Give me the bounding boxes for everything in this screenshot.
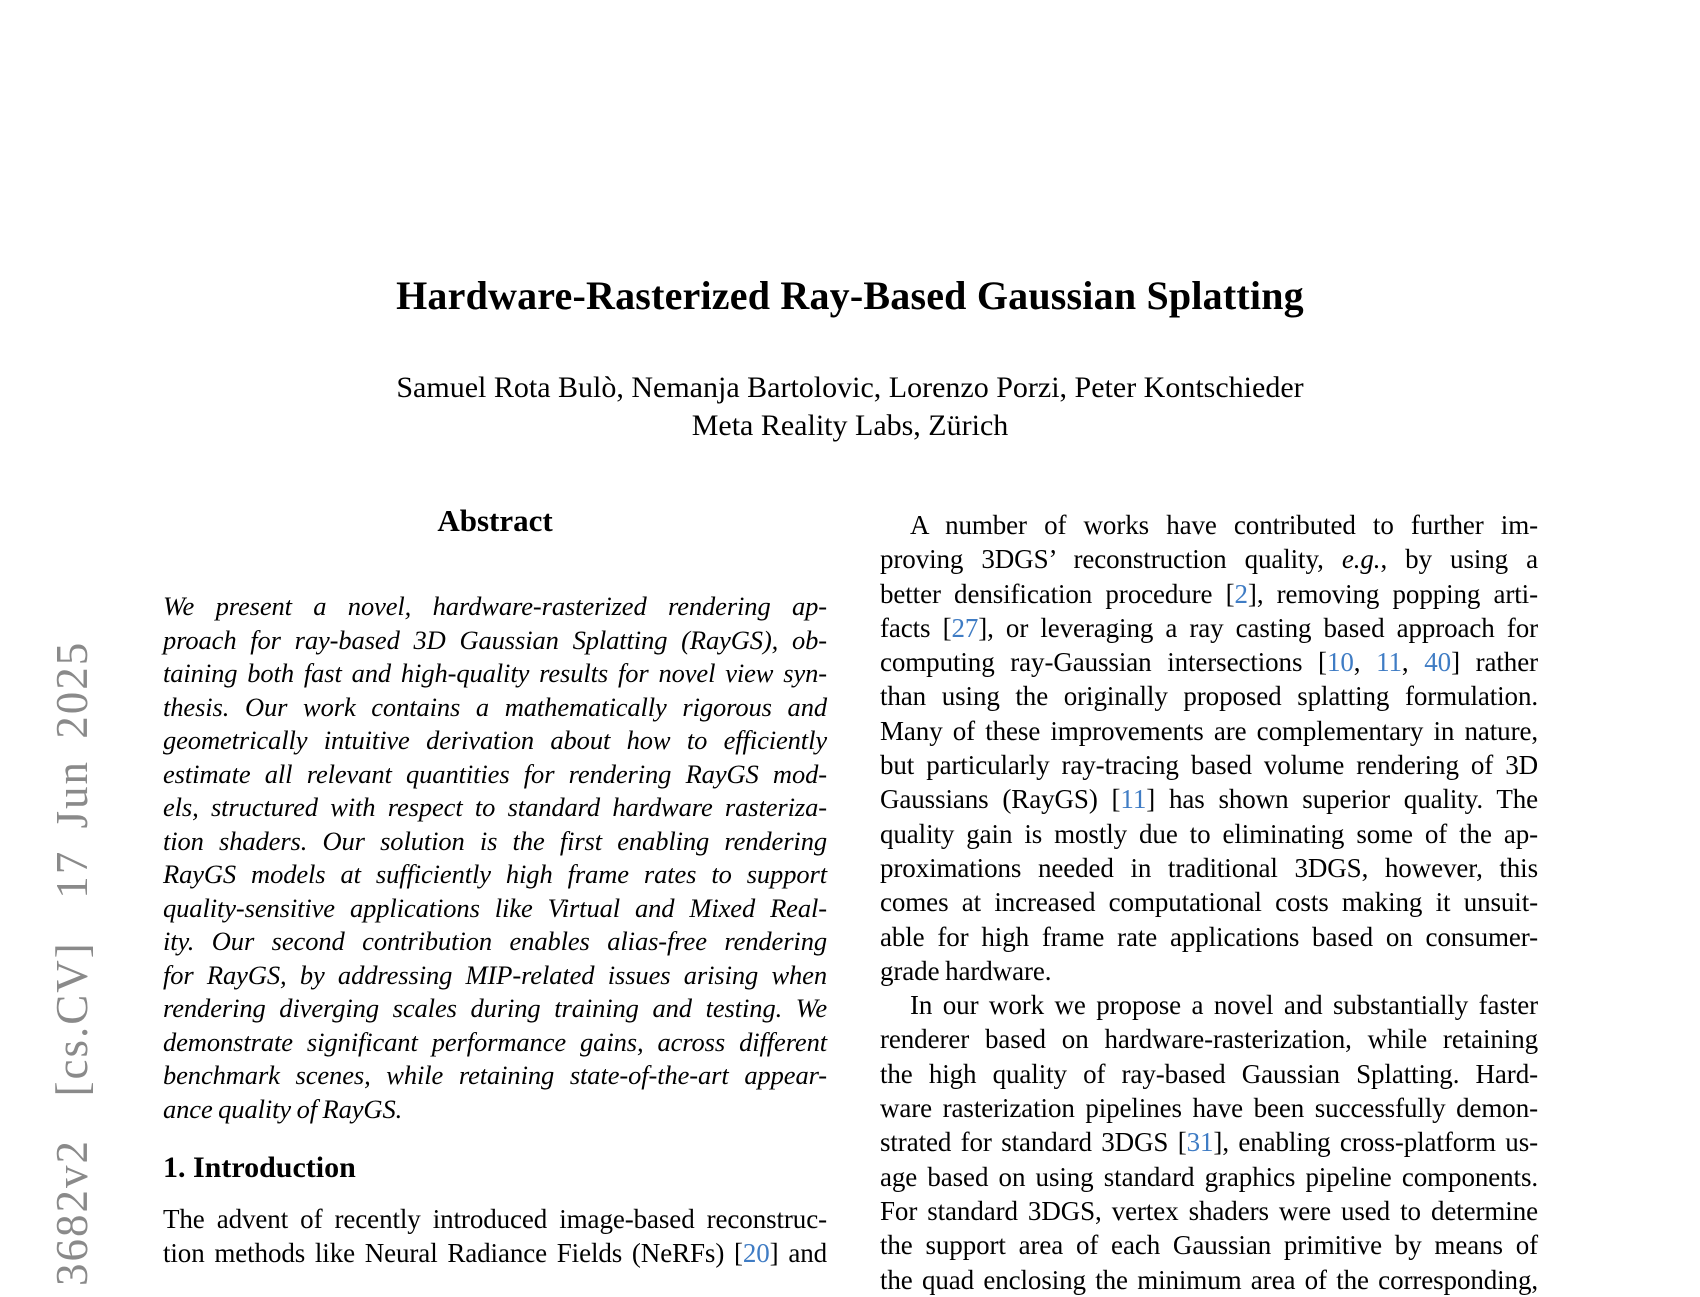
text-segment: e.g. (1341, 544, 1381, 575)
text-segment: the support area of each Gaussian primitive by means of (880, 1230, 1538, 1261)
text-segment: , by using a (1380, 544, 1539, 575)
authors-line: Samuel Rota Bulò, Nemanja Bartolovic, Lorenzo Porzi, Peter Kontschieder (396, 371, 1304, 404)
text-segment: for RayGS, by addressing MIP-related issues arising when (163, 959, 827, 990)
text-segment: ity. Our second contribution enables alias-free rendering (163, 926, 827, 956)
text-segment: , (1401, 647, 1425, 678)
text-line (880, 782, 1538, 816)
text-segment: benchmark scenes, while retaining state-of-the-art appear- (163, 1060, 827, 1090)
text-line (163, 657, 827, 691)
text-segment: the quad enclosing the minimum area of the corresponding, (880, 1264, 1538, 1295)
text-segment: able for high frame rate applications based on consumer- (880, 921, 1538, 952)
text-line (880, 1125, 1538, 1159)
text-line (163, 1059, 827, 1093)
text-line (163, 724, 827, 758)
text-line (880, 679, 1538, 713)
text-line (880, 920, 1538, 954)
text-segment: grade hardware. (880, 955, 1052, 986)
text-line (880, 714, 1538, 748)
text-line (163, 1093, 827, 1127)
text-line (880, 508, 1538, 542)
text-segment: tion shaders. Our solution is the first enabling rendering (163, 825, 827, 856)
citation-link[interactable]: 10 (1326, 647, 1354, 678)
text-line (163, 791, 827, 825)
text-segment: ance quality of RayGS. (163, 1093, 403, 1124)
text-line (880, 1263, 1538, 1297)
abstract-heading: Abstract (437, 503, 553, 538)
text-segment: proving 3DGS’ reconstruction quality, (880, 544, 1342, 575)
text-line (163, 959, 827, 993)
text-line (880, 1057, 1538, 1091)
citation-link[interactable]: 11 (1120, 784, 1147, 815)
text-segment: comes at increased computational costs making it unsuit- (880, 887, 1538, 918)
text-line (163, 590, 827, 624)
text-line (880, 1091, 1538, 1125)
text-segment: demonstrate significant performance gains, across different (163, 1026, 827, 1057)
text-line (880, 1194, 1538, 1228)
text-line (880, 817, 1538, 851)
right-column-text (880, 508, 1538, 1297)
text-segment: Gaussians (RayGS) [ (880, 784, 1121, 815)
text-line (880, 954, 1538, 988)
text-segment: facts [ (880, 612, 952, 643)
text-line (163, 992, 827, 1026)
text-line (163, 825, 827, 859)
arxiv-watermark: 3682v2 [cs.CV] 17 Jun 2025 (47, 640, 97, 1286)
text-segment: For standard 3DGS, vertex shaders were used to determine (880, 1195, 1538, 1226)
text-line (880, 577, 1538, 611)
text-line (880, 611, 1538, 645)
text-segment: Many of these improvements are complementary in nature, (880, 715, 1538, 746)
text-segment: tion methods like Neural Radiance Fields (NeRFs) [ (163, 1238, 743, 1268)
citation-link[interactable]: 11 (1376, 647, 1402, 678)
text-line (163, 1236, 827, 1270)
text-line (163, 892, 827, 926)
text-line (880, 542, 1538, 576)
text-segment: geometrically intuitive derivation about how to efficiently (163, 725, 827, 755)
text-segment: thesis. Our work contains a mathematically rigorous and (163, 691, 827, 722)
text-segment: RayGS models at sufficiently high frame rates to support (163, 859, 827, 889)
text-segment: taining both fast and high-quality results for novel view syn- (163, 658, 827, 688)
introduction-text (163, 1202, 827, 1270)
text-line (880, 988, 1538, 1022)
text-segment: In our work we propose a novel and substantially faster (910, 990, 1538, 1021)
citation-link[interactable]: 31 (1186, 1127, 1214, 1158)
text-segment: ], removing popping arti- (1247, 578, 1538, 609)
text-line (880, 748, 1538, 782)
text-line (880, 851, 1538, 885)
text-segment: strated for standard 3DGS [ (880, 1127, 1187, 1158)
text-line (163, 1202, 827, 1236)
text-line (880, 1022, 1538, 1056)
text-line (163, 691, 827, 725)
citation-link[interactable]: 40 (1424, 647, 1452, 678)
text-segment: , (1353, 647, 1377, 678)
text-line (163, 758, 827, 792)
text-segment: A number of works have contributed to further im- (910, 510, 1538, 540)
citation-link[interactable]: 20 (742, 1238, 770, 1268)
paper-title: Hardware-Rasterized Ray-Based Gaussian Splatting (396, 273, 1304, 318)
text-segment: ] rather (1451, 647, 1538, 678)
text-segment: ware rasterization pipelines have been successfully demon- (880, 1093, 1538, 1124)
text-line (880, 1160, 1538, 1194)
text-segment: rendering diverging scales during training and testing. We (163, 993, 827, 1023)
abstract-text (163, 590, 827, 1126)
text-segment: proximations needed in traditional 3DGS, however, this (880, 852, 1538, 883)
text-segment: els, structured with respect to standard hardware rasteriza- (163, 792, 827, 822)
text-segment: than using the originally proposed splatting formulation. (880, 681, 1538, 712)
text-line (163, 624, 827, 658)
citation-link[interactable]: 27 (951, 612, 979, 643)
text-segment: better densification procedure [ (880, 578, 1235, 609)
text-segment: quality-sensitive applications like Virtual and Mixed Real- (163, 892, 827, 923)
text-segment: ], or leveraging a ray casting based approach for (978, 612, 1538, 643)
text-segment: We present a novel, hardware-rasterized rendering ap- (163, 591, 827, 621)
text-line (880, 645, 1538, 679)
text-segment: but particularly ray-tracing based volume rendering of 3D (880, 750, 1538, 781)
text-segment: ] and (769, 1238, 827, 1268)
text-segment: renderer based on hardware-rasterization, while retaining (880, 1024, 1538, 1055)
text-segment: The advent of recently introduced image-based reconstruc- (163, 1204, 827, 1234)
text-segment: age based on using standard graphics pipeline components. (880, 1161, 1538, 1192)
text-line (163, 858, 827, 892)
text-segment: proach for ray-based 3D Gaussian Splatting (RayGS), ob- (163, 624, 827, 655)
text-line (163, 1026, 827, 1060)
text-segment: ] has shown superior quality. The (1146, 784, 1538, 815)
introduction-heading: 1. Introduction (163, 1151, 356, 1184)
text-segment: estimate all relevant quantities for rendering RayGS mod- (163, 758, 827, 789)
text-segment: quality gain is mostly due to eliminating some of the ap- (880, 818, 1538, 849)
text-line (880, 885, 1538, 919)
text-segment: ], enabling cross-platform us- (1213, 1127, 1538, 1158)
citation-link[interactable]: 2 (1234, 578, 1248, 609)
text-line (880, 1228, 1538, 1262)
text-segment: the high quality of ray-based Gaussian Splatting. Hard- (880, 1058, 1538, 1089)
text-segment: computing ray-Gaussian intersections [ (880, 647, 1327, 678)
affiliation-line: Meta Reality Labs, Zürich (691, 409, 1009, 442)
text-line (163, 925, 827, 959)
